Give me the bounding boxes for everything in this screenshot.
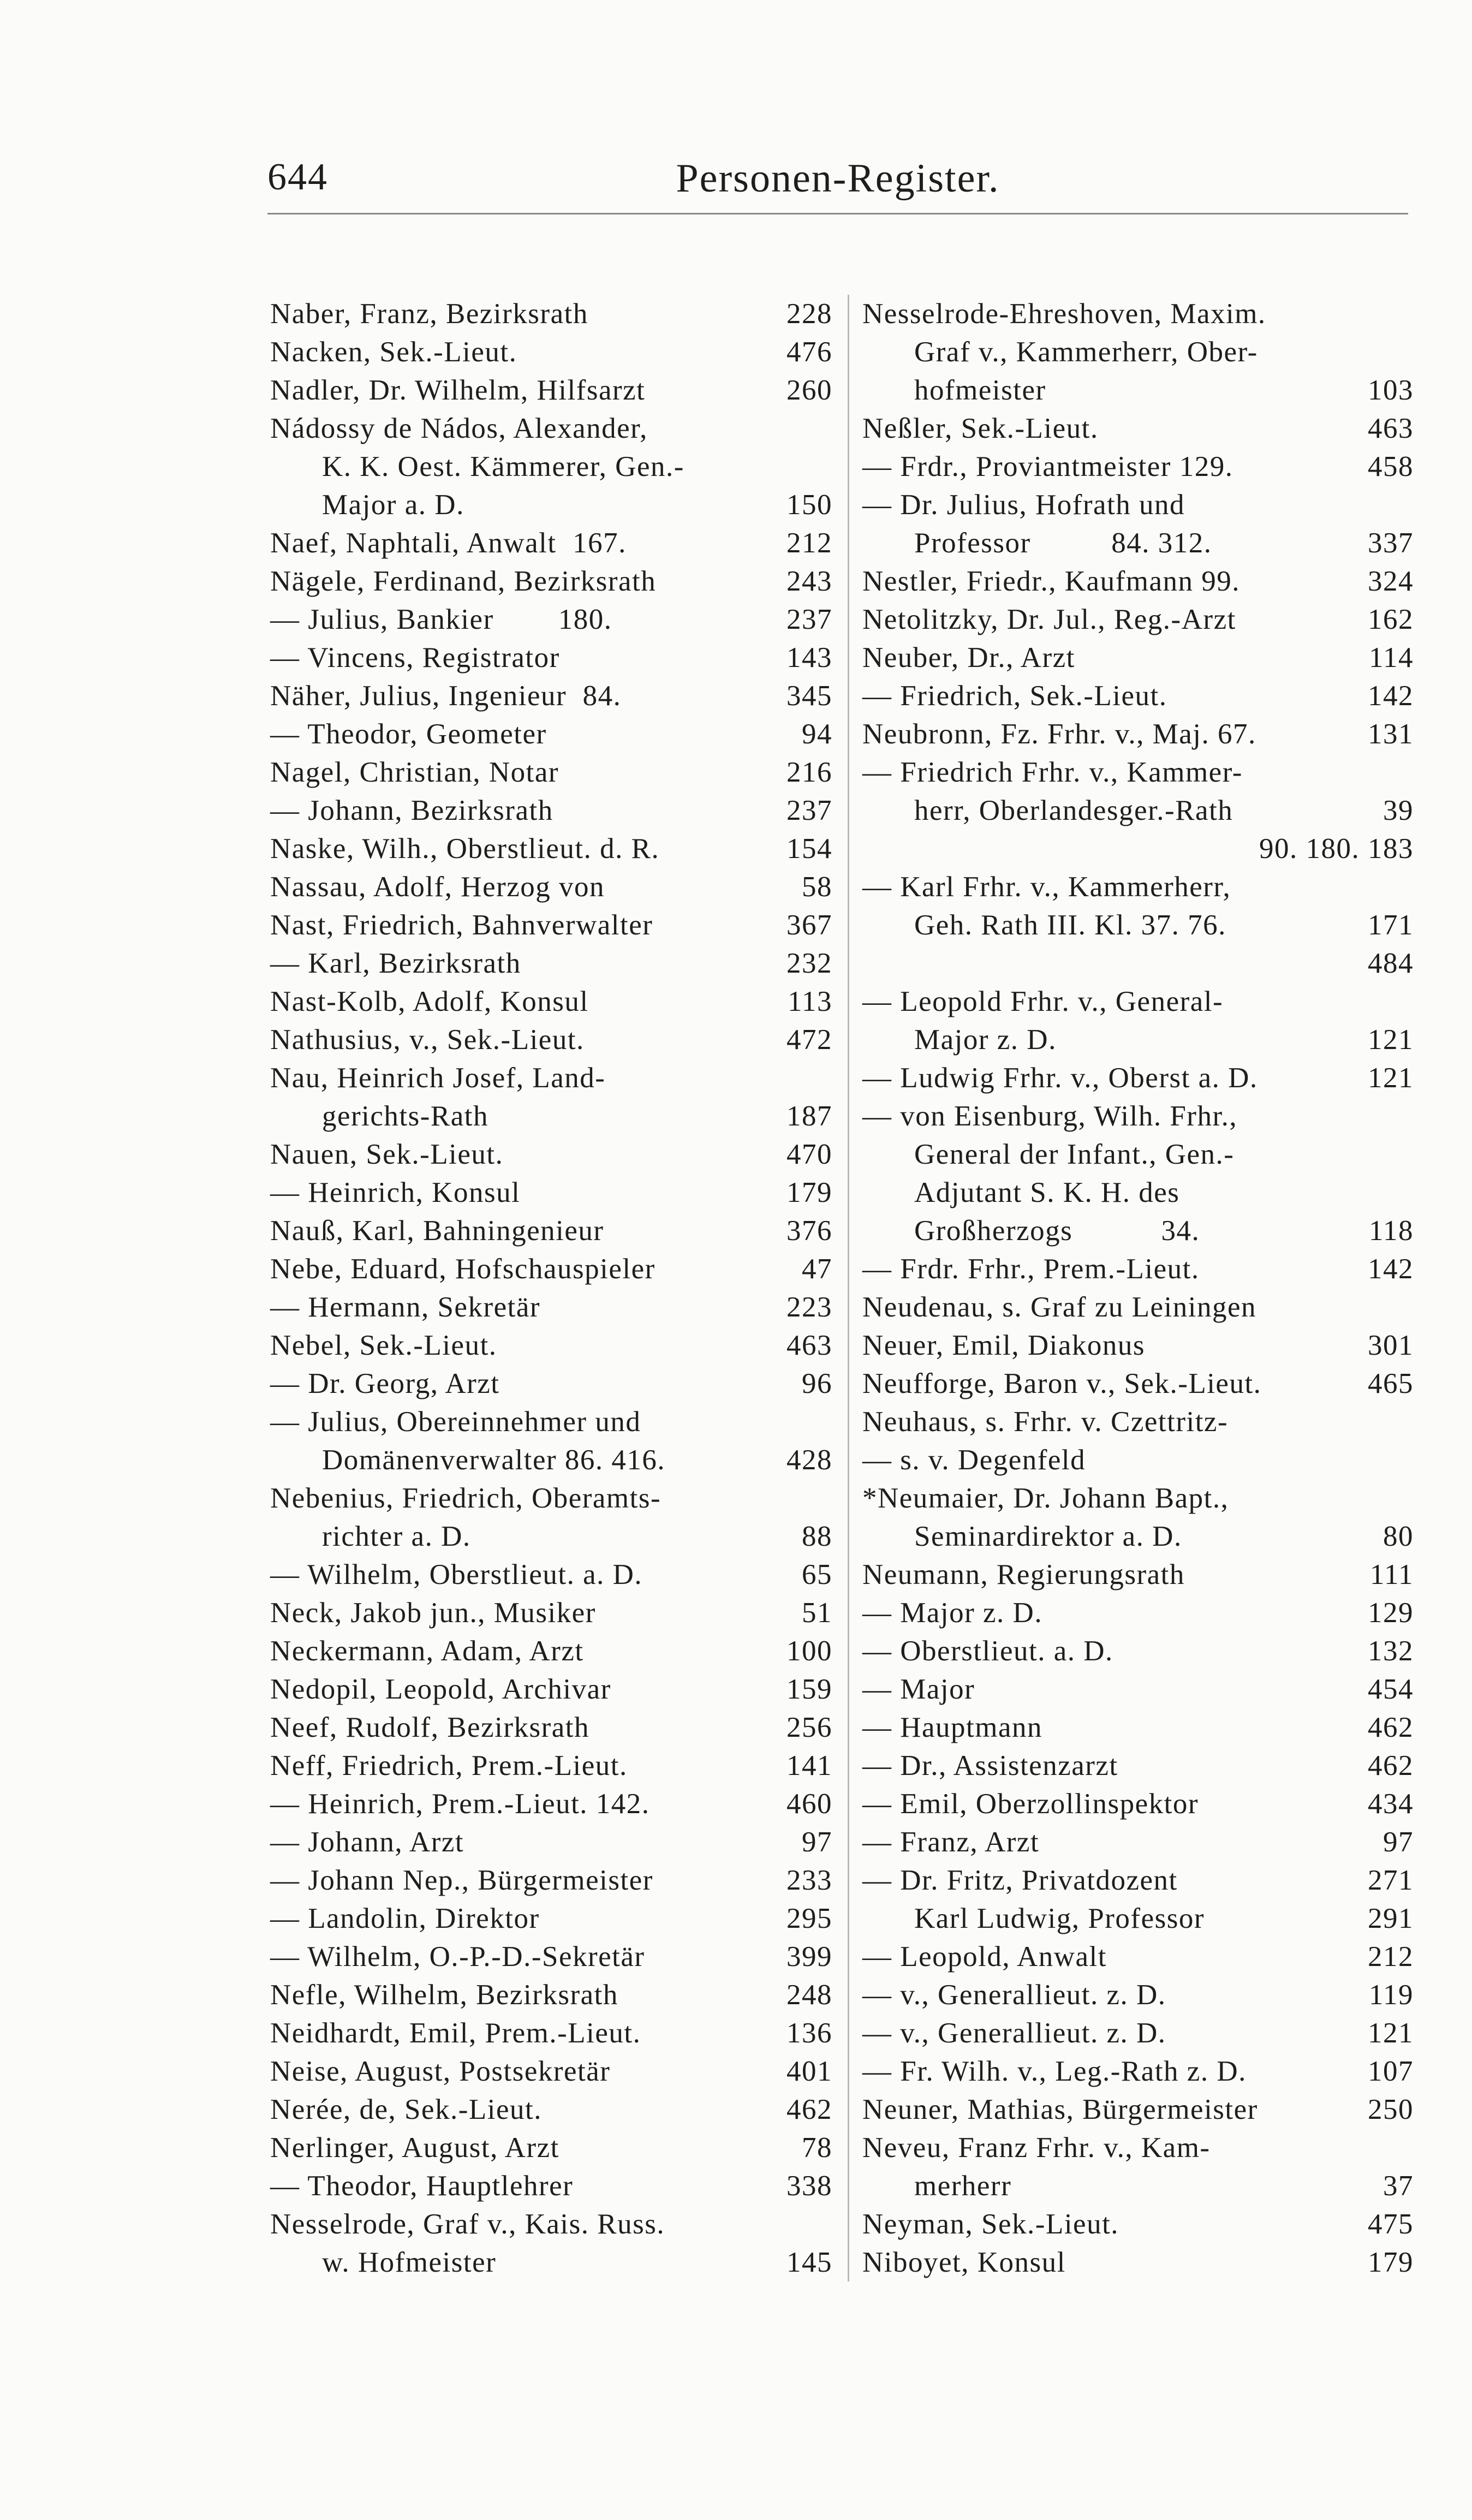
entry-text: — Johann Nep., Bürgermeister [270, 1864, 653, 1896]
entry-text: Neckermann, Adam, Arzt [270, 1635, 584, 1667]
entry-text: Nathusius, v., Sek.-Lieut. [270, 1024, 585, 1056]
page-reference: 47 [802, 1253, 832, 1285]
index-entry [270, 2205, 832, 2243]
index-entry [270, 2052, 832, 2090]
page-reference: 367 [786, 909, 832, 941]
entry-text: Nast-Kolb, Adolf, Konsul [270, 986, 589, 1017]
entry-text: Netolitzky, Dr. Jul., Reg.-Arzt [862, 604, 1236, 635]
index-entry [862, 982, 1414, 1021]
entry-text: Nerlinger, August, Arzt [270, 2132, 559, 2164]
index-entry [862, 2090, 1414, 2129]
entry-text: — Fr. Wilh. v., Leg.-Rath z. D. [862, 2056, 1247, 2087]
page-reference: 256 [786, 1712, 832, 1743]
page-reference: 143 [786, 642, 832, 674]
index-entry [270, 1517, 832, 1556]
page-reference: 223 [786, 1291, 832, 1323]
page-reference: 237 [786, 795, 832, 826]
entry-text: Nagel, Christian, Notar [270, 756, 559, 788]
page-reference: 94 [802, 718, 832, 750]
page-reference: 141 [786, 1750, 832, 1782]
index-entry [270, 1747, 832, 1785]
page-reference: 301 [1368, 1330, 1414, 1361]
index-entry [270, 1250, 832, 1288]
index-entry [270, 1670, 832, 1708]
entry-text: Graf v., Kammerherr, Ober- [914, 336, 1258, 368]
index-entry [862, 2014, 1414, 2052]
entry-text: — Karl Frhr. v., Kammerherr, [862, 871, 1231, 903]
index-entry [862, 409, 1414, 448]
entry-text: — Major [862, 1673, 975, 1705]
entry-text: — Oberstlieut. a. D. [862, 1635, 1113, 1667]
entry-text: — Wilhelm, Oberstlieut. a. D. [270, 1559, 643, 1590]
page-reference: 58 [802, 871, 832, 903]
entry-text: Professor 84. 312. [914, 527, 1212, 559]
index-entry [862, 1670, 1414, 1708]
page-reference: 136 [786, 2017, 832, 2049]
page-reference: 399 [786, 1941, 832, 1973]
index-entry [270, 1021, 832, 1059]
page-header [267, 156, 1408, 210]
entry-text: Naske, Wilh., Oberstlieut. d. R. [270, 833, 660, 865]
entry-text: Näher, Julius, Ingenieur 84. [270, 680, 622, 712]
index-entry [862, 1899, 1414, 1938]
index-entry [862, 1059, 1414, 1097]
entry-text: Nägele, Ferdinand, Bezirksrath [270, 565, 657, 597]
entry-text: Neidhardt, Emil, Prem.-Lieut. [270, 2017, 641, 2049]
entry-text: — Frdr. Frhr., Prem.-Lieut. [862, 1253, 1200, 1285]
page-reference: 237 [786, 604, 832, 635]
page-reference: 250 [1368, 2094, 1414, 2125]
entry-text: Neff, Friedrich, Prem.-Lieut. [270, 1750, 628, 1782]
page-reference: 463 [786, 1330, 832, 1361]
page-reference: 121 [1368, 1062, 1414, 1094]
index-entry [862, 2205, 1414, 2243]
page-reference: 162 [1368, 604, 1414, 635]
page-reference: 97 [802, 1826, 832, 1858]
entry-text: Major z. D. [914, 1024, 1057, 1056]
entry-text: Neuer, Emil, Diakonus [862, 1330, 1146, 1361]
page-reference: 212 [1368, 1941, 1414, 1973]
entry-text: — Julius, Obereinnehmer und [270, 1406, 641, 1438]
entry-text: Adjutant S. K. H. des [914, 1177, 1180, 1208]
entry-text: — Franz, Arzt [862, 1826, 1040, 1858]
entry-text: Nadler, Dr. Wilhelm, Hilfsarzt [270, 374, 646, 406]
header-rule [267, 213, 1408, 215]
entry-text: Neufforge, Baron v., Sek.-Lieut. [862, 1368, 1262, 1399]
index-entry [270, 944, 832, 982]
entry-text: *Neumaier, Dr. Johann Bapt., [862, 1482, 1229, 1514]
entry-text: Major a. D. [322, 489, 464, 521]
entry-text: — Julius, Bankier 180. [270, 604, 612, 635]
page-reference: 337 [1368, 527, 1414, 559]
page-reference: 463 [1368, 413, 1414, 444]
page-reference: 121 [1368, 1024, 1414, 1056]
page-reference: 171 [1368, 909, 1414, 941]
page-reference: 243 [786, 565, 832, 597]
entry-text: — Johann, Arzt [270, 1826, 464, 1858]
entry-text: — Frdr., Proviantmeister 129. [862, 451, 1233, 482]
entry-text: Nedopil, Leopold, Archivar [270, 1673, 611, 1705]
page-reference: 114 [1368, 642, 1414, 674]
index-entry [270, 1785, 832, 1823]
page-reference: 179 [1368, 2247, 1414, 2278]
entry-text: Neise, August, Postsekretär [270, 2056, 611, 2087]
page-reference: 212 [786, 527, 832, 559]
entry-text: — Dr. Julius, Hofrath und [862, 489, 1185, 521]
page-reference: 96 [802, 1368, 832, 1399]
page-reference: 90. 180. 183 [1259, 833, 1414, 865]
column-divider [848, 295, 849, 2281]
index-entry [270, 2243, 832, 2281]
page-reference: 248 [786, 1979, 832, 2011]
entry-text: Neveu, Franz Frhr. v., Kam- [862, 2132, 1211, 2164]
page-reference: 462 [786, 2094, 832, 2125]
index-entry [862, 333, 1414, 371]
page-reference: 179 [786, 1177, 832, 1208]
index-entry [862, 677, 1414, 715]
page-reference: 78 [802, 2132, 832, 2164]
index-entry [862, 791, 1414, 830]
entry-text: — Ludwig Frhr. v., Oberst a. D. [862, 1062, 1258, 1094]
index-entry [862, 1365, 1414, 1403]
page-reference: 111 [1369, 1559, 1414, 1590]
index-entry [862, 639, 1414, 677]
index-entry [270, 1708, 832, 1747]
index-entry [270, 639, 832, 677]
page-reference: 475 [1368, 2208, 1414, 2240]
entry-text: — v., Generallieut. z. D. [862, 1979, 1166, 2011]
page-reference: 232 [786, 948, 832, 979]
entry-text: herr, Oberlandesger.-Rath [914, 795, 1233, 826]
index-entry [862, 1479, 1414, 1517]
entry-text: — Leopold Frhr. v., General- [862, 986, 1224, 1017]
index-entry [270, 486, 832, 524]
index-entry [270, 1097, 832, 1135]
entry-text: Naef, Naphtali, Anwalt 167. [270, 527, 627, 559]
index-entry [270, 448, 832, 486]
page-reference: 159 [786, 1673, 832, 1705]
entry-text: Nebenius, Friedrich, Oberamts- [270, 1482, 661, 1514]
index-entry [862, 1785, 1414, 1823]
entry-text: Nau, Heinrich Josef, Land- [270, 1062, 606, 1094]
entry-text: — Leopold, Anwalt [862, 1941, 1107, 1973]
index-entry [270, 295, 832, 333]
entry-text: K. K. Oest. Kämmerer, Gen.- [322, 451, 684, 482]
page-reference: 121 [1368, 2017, 1414, 2049]
page-reference: 97 [1383, 1826, 1414, 1858]
index-entry [270, 1632, 832, 1670]
entry-text: Nerée, de, Sek.-Lieut. [270, 2094, 543, 2125]
entry-text: — Emil, Oberzollinspektor [862, 1788, 1199, 1820]
index-entry [862, 1135, 1414, 1173]
page-reference: 233 [786, 1864, 832, 1896]
entry-text: gerichts-Rath [322, 1100, 489, 1132]
entry-text: Domänenverwalter 86. 416. [322, 1444, 666, 1476]
page-reference: 338 [786, 2170, 832, 2202]
index-entry [862, 1173, 1414, 1212]
index-entry [862, 1938, 1414, 1976]
index-entry [270, 1899, 832, 1938]
index-entry [862, 1326, 1414, 1365]
index-entry [862, 1747, 1414, 1785]
index-entry [862, 868, 1414, 906]
page-reference: 376 [786, 1215, 832, 1247]
index-entry [270, 2129, 832, 2167]
index-entry [270, 868, 832, 906]
entry-text: Neef, Rudolf, Bezirksrath [270, 1712, 589, 1743]
page-reference: 51 [802, 1597, 832, 1629]
index-entry [270, 1556, 832, 1594]
entry-text: Geh. Rath III. Kl. 37. 76. [914, 909, 1226, 941]
page-reference: 145 [786, 2247, 832, 2278]
index-entry [862, 1976, 1414, 2014]
page-reference: 462 [1368, 1750, 1414, 1782]
page-reference: 142 [1368, 1253, 1414, 1285]
index-entry [862, 2243, 1414, 2281]
entry-text: Seminardirektor a. D. [914, 1521, 1182, 1552]
index-entry [862, 753, 1414, 791]
index-entry [270, 600, 832, 639]
entry-text: Neumann, Regierungsrath [862, 1559, 1185, 1590]
entry-text: Neuber, Dr., Arzt [862, 642, 1075, 674]
page-reference: 142 [1368, 680, 1414, 712]
entry-text: — Heinrich, Konsul [270, 1177, 521, 1208]
index-entry [862, 1250, 1414, 1288]
page-reference: 324 [1368, 565, 1414, 597]
page-reference: 345 [786, 680, 832, 712]
entry-text: — Landolin, Direktor [270, 1903, 540, 1934]
index-entry [270, 1212, 832, 1250]
page-reference: 470 [786, 1139, 832, 1170]
entry-text: — Hauptmann [862, 1712, 1043, 1743]
index-entry [862, 562, 1414, 600]
entry-text: Neyman, Sek.-Lieut. [862, 2208, 1119, 2240]
page-reference: 271 [1368, 1864, 1414, 1896]
index-entry [270, 1976, 832, 2014]
entry-text: Nebel, Sek.-Lieut. [270, 1330, 497, 1361]
index-column-right [862, 295, 1414, 2281]
page-reference: 228 [786, 298, 832, 330]
index-entry [270, 1173, 832, 1212]
index-entry [270, 1403, 832, 1441]
index-entry [862, 486, 1414, 524]
index-entry [270, 562, 832, 600]
index-entry [270, 1441, 832, 1479]
index-entry [862, 1021, 1414, 1059]
page-reference: 118 [1368, 1215, 1414, 1247]
index-entry [270, 2090, 832, 2129]
page-reference: 80 [1383, 1521, 1414, 1552]
index-entry [862, 371, 1414, 409]
index-entry [862, 524, 1414, 562]
index-entry [862, 944, 1414, 982]
entry-text: Nefle, Wilhelm, Bezirksrath [270, 1979, 618, 2011]
index-entry [270, 2167, 832, 2205]
entry-text: Neck, Jakob jun., Musiker [270, 1597, 596, 1629]
entry-text: Nesselrode, Graf v., Kais. Russ. [270, 2208, 665, 2240]
entry-text: — Karl, Bezirksrath [270, 948, 521, 979]
index-entry [270, 1135, 832, 1173]
entry-text: — s. v. Degenfeld [862, 1444, 1086, 1476]
index-entry [270, 982, 832, 1021]
entry-text: Großherzogs 34. [914, 1215, 1200, 1247]
index-entry [862, 830, 1414, 868]
entry-text: — Wilhelm, O.-P.-D.-Sekretär [270, 1941, 645, 1973]
index-column-left [270, 295, 832, 2281]
page-reference: 484 [1368, 948, 1414, 979]
entry-text: Nestler, Friedr., Kaufmann 99. [862, 565, 1240, 597]
entry-text: Nesselrode-Ehreshoven, Maxim. [862, 298, 1266, 330]
index-entry [270, 371, 832, 409]
index-entry [862, 600, 1414, 639]
entry-text: — Dr. Fritz, Privatdozent [862, 1864, 1178, 1896]
page-reference: 401 [786, 2056, 832, 2087]
entry-text: — Friedrich Frhr. v., Kammer- [862, 756, 1243, 788]
entry-text: — von Eisenburg, Wilh. Frhr., [862, 1100, 1238, 1132]
entry-text: richter a. D. [322, 1521, 471, 1552]
page-reference: 187 [786, 1100, 832, 1132]
index-entry [270, 1594, 832, 1632]
entry-text: hofmeister [914, 374, 1046, 406]
page-reference: 465 [1368, 1368, 1414, 1399]
page-reference: 291 [1368, 1903, 1414, 1934]
index-entry [862, 1594, 1414, 1632]
entry-text: — v., Generallieut. z. D. [862, 2017, 1166, 2049]
page-reference: 454 [1368, 1673, 1414, 1705]
entry-text: — Dr. Georg, Arzt [270, 1368, 500, 1399]
index-entry [862, 1441, 1414, 1479]
entry-text: — Heinrich, Prem.-Lieut. 142. [270, 1788, 650, 1820]
page-reference: 434 [1368, 1788, 1414, 1820]
entry-text: Nassau, Adolf, Herzog von [270, 871, 605, 903]
page-title: Personen-Register. [676, 156, 1000, 201]
index-entry [270, 906, 832, 944]
index-entry [862, 1403, 1414, 1441]
index-entry [270, 1938, 832, 1976]
page-reference: 39 [1383, 795, 1414, 826]
index-entry [270, 1365, 832, 1403]
index-entry [862, 1556, 1414, 1594]
page-reference: 295 [786, 1903, 832, 1934]
index-entry [270, 1479, 832, 1517]
entry-text: Nauß, Karl, Bahningenieur [270, 1215, 604, 1247]
entry-text: — Friedrich, Sek.-Lieut. [862, 680, 1167, 712]
index-entry [862, 1097, 1414, 1135]
page-reference: 462 [1368, 1712, 1414, 1743]
index-entry [270, 333, 832, 371]
index-entry [862, 2167, 1414, 2205]
index-entry [270, 1326, 832, 1365]
index-entry [862, 1288, 1414, 1326]
page-reference: 150 [786, 489, 832, 521]
entry-text: Nebe, Eduard, Hofschauspieler [270, 1253, 655, 1285]
index-entry [270, 1288, 832, 1326]
page-reference: 131 [1368, 718, 1414, 750]
entry-text: Karl Ludwig, Professor [914, 1903, 1205, 1934]
entry-text: — Dr., Assistenzarzt [862, 1750, 1118, 1782]
page-reference: 132 [1368, 1635, 1414, 1667]
index-entry [862, 1632, 1414, 1670]
entry-text: Nádossy de Nádos, Alexander, [270, 413, 648, 444]
entry-text: — Theodor, Geometer [270, 718, 547, 750]
index-entry [270, 830, 832, 868]
index-entry [270, 2014, 832, 2052]
page-reference: 119 [1368, 1979, 1414, 2011]
index-entry [270, 1823, 832, 1861]
entry-text: Neßler, Sek.-Lieut. [862, 413, 1099, 444]
index-entry [862, 906, 1414, 944]
index-entry [270, 677, 832, 715]
entry-text: General der Infant., Gen.- [914, 1139, 1235, 1170]
index-entry [862, 1861, 1414, 1899]
page-reference: 37 [1383, 2170, 1414, 2202]
page-reference: 260 [786, 374, 832, 406]
index-entry [270, 791, 832, 830]
entry-text: — Johann, Bezirksrath [270, 795, 553, 826]
page-reference: 113 [787, 986, 832, 1017]
page-reference: 460 [786, 1788, 832, 1820]
entry-text: Neuner, Mathias, Bürgermeister [862, 2094, 1258, 2125]
entry-text: — Hermann, Sekretär [270, 1291, 541, 1323]
index-entry [270, 1861, 832, 1899]
entry-text: Neuhaus, s. Frhr. v. Czettritz- [862, 1406, 1229, 1438]
page-reference: 103 [1368, 374, 1414, 406]
index-entry [270, 715, 832, 753]
page-reference: 216 [786, 756, 832, 788]
index-entry [862, 715, 1414, 753]
entry-text: Nast, Friedrich, Bahnverwalter [270, 909, 653, 941]
page-reference: 472 [786, 1024, 832, 1056]
entry-text: Neubronn, Fz. Frhr. v., Maj. 67. [862, 718, 1256, 750]
page-reference: 129 [1368, 1597, 1414, 1629]
index-entry [862, 2129, 1414, 2167]
entry-text: Nauen, Sek.-Lieut. [270, 1139, 504, 1170]
page-number: 644 [267, 156, 328, 198]
entry-text: Naber, Franz, Bezirksrath [270, 298, 588, 330]
page-reference: 154 [786, 833, 832, 865]
page-reference: 476 [786, 336, 832, 368]
index-entry [862, 2052, 1414, 2090]
page-reference: 100 [786, 1635, 832, 1667]
entry-text: Niboyet, Konsul [862, 2247, 1066, 2278]
index-entry [270, 1059, 832, 1097]
page-reference: 107 [1368, 2056, 1414, 2087]
entry-text: — Vincens, Registrator [270, 642, 560, 674]
page-reference: 458 [1368, 451, 1414, 482]
index-entry [270, 753, 832, 791]
index-entry [270, 524, 832, 562]
entry-text: Nacken, Sek.-Lieut. [270, 336, 517, 368]
entry-text: — Major z. D. [862, 1597, 1043, 1629]
index-entry [862, 1517, 1414, 1556]
index-entry [862, 448, 1414, 486]
page-reference: 428 [786, 1444, 832, 1476]
index-entry [862, 1212, 1414, 1250]
index-entry [862, 1823, 1414, 1861]
entry-text: w. Hofmeister [322, 2247, 497, 2278]
page-reference: 65 [802, 1559, 832, 1590]
entry-text: Neudenau, s. Graf zu Leiningen [862, 1291, 1256, 1323]
entry-text: merherr [914, 2170, 1012, 2202]
index-entry [270, 409, 832, 448]
entry-text: — Theodor, Hauptlehrer [270, 2170, 574, 2202]
page-reference: 88 [802, 1521, 832, 1552]
index-entry [862, 295, 1414, 333]
index-entry [862, 1708, 1414, 1747]
